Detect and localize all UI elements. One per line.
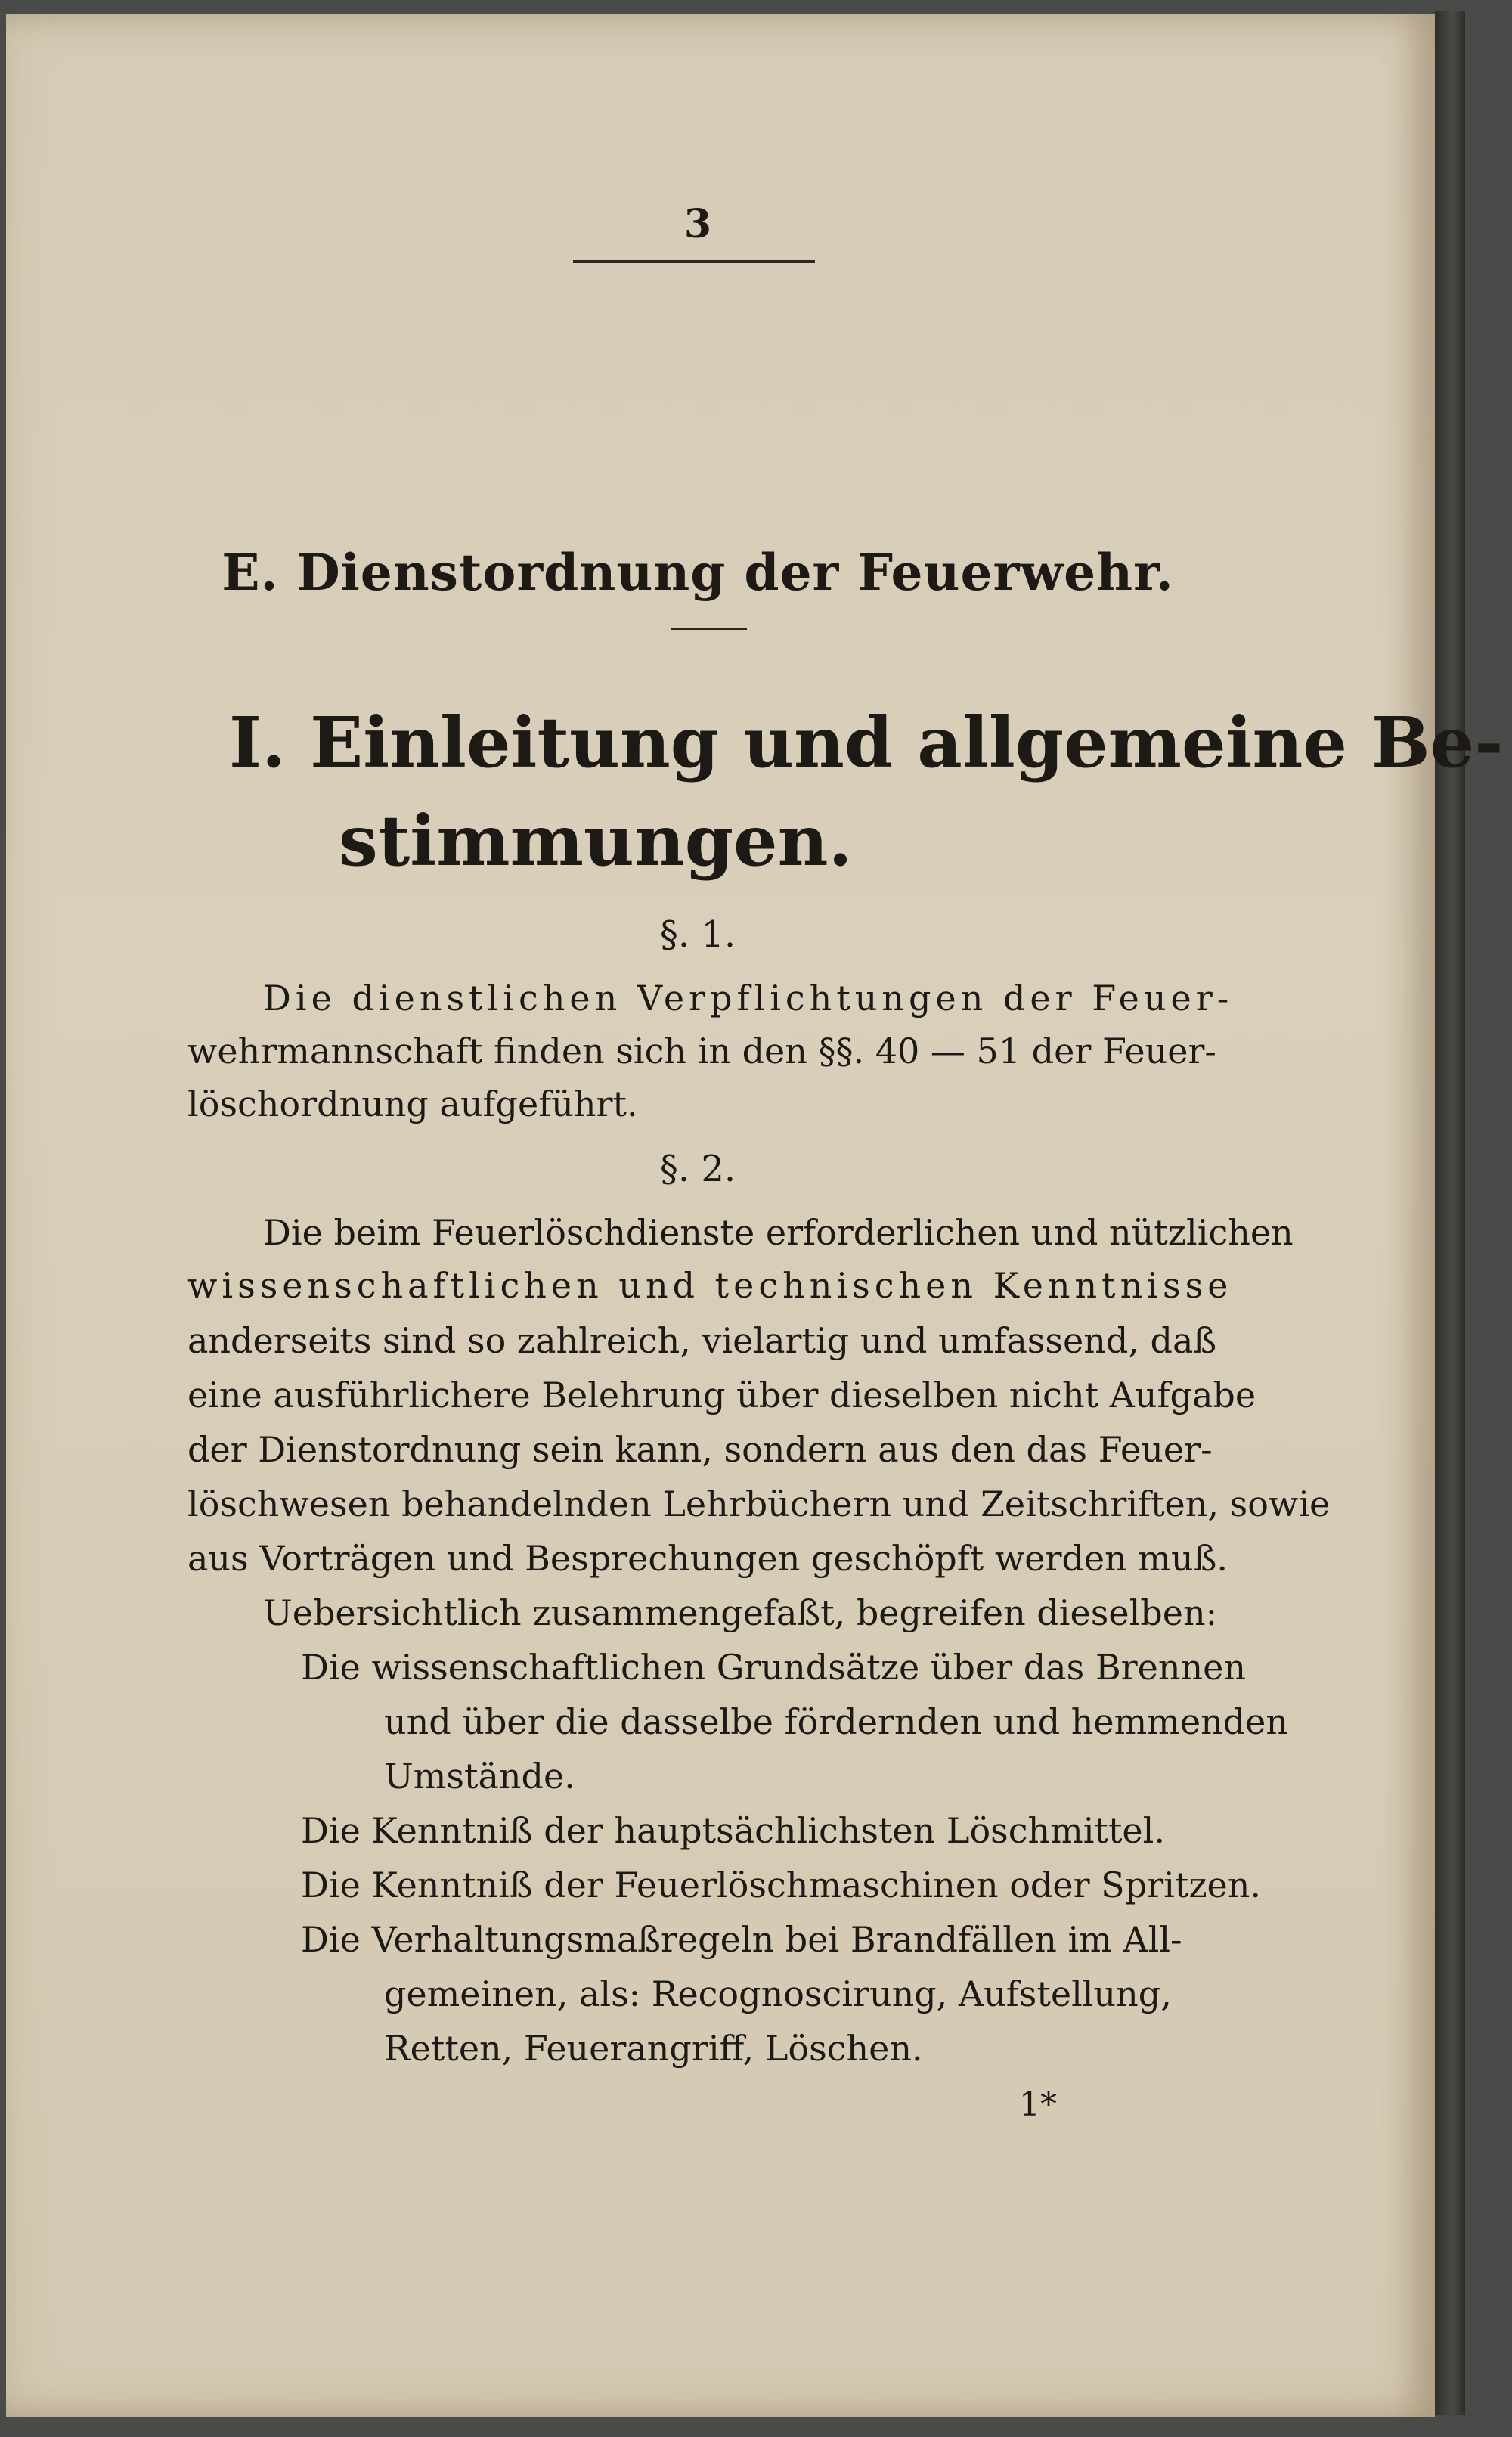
page-edge bbox=[1435, 11, 1465, 2415]
chapter-title-line-1: I. Einleitung und allgemeine Be- bbox=[229, 702, 1504, 783]
section-heading: E. Dienstordnung der Feuerwehr. bbox=[222, 543, 1174, 602]
chapter-title-line-2: stimmungen. bbox=[339, 800, 853, 882]
paragraph-sign-2: §. 2. bbox=[659, 1148, 736, 1190]
p2-line-6: löschwesen behandelnden Lehrbüchern und Zeitschriften, sowie bbox=[187, 1484, 1331, 1524]
item-2-line: Die Kenntniß der hauptsächlichsten Löschmittel. bbox=[301, 1810, 1165, 1851]
item-4-line-1: Die Verhaltungsmaßregeln bei Brandfällen im All- bbox=[301, 1919, 1182, 1960]
p2-line-2: wissenschaftlichen und technischen Kenntnisse bbox=[187, 1265, 1233, 1306]
item-1-line-2: und über die dasselbe fördernden und hemmenden bbox=[384, 1701, 1288, 1742]
p2-line-4: eine ausführlichere Belehrung über dieselben nicht Aufgabe bbox=[187, 1375, 1256, 1415]
p2-line-7: aus Vorträgen und Besprechungen geschöpft werden muß. bbox=[187, 1538, 1228, 1579]
paragraph-sign-1: §. 1. bbox=[659, 913, 736, 956]
p2-line-1: Die beim Feuerlöschdienste erforderlichen und nützlichen bbox=[263, 1212, 1294, 1253]
item-3-line: Die Kenntniß der Feuerlöschmaschinen oder Spritzen. bbox=[301, 1865, 1262, 1905]
signature-mark: 1* bbox=[1019, 2085, 1057, 2124]
header-rule bbox=[573, 260, 815, 263]
p2-line-3: anderseits sind so zahlreich, vielartig und umfassend, daß bbox=[187, 1320, 1217, 1361]
summary-line: Uebersichtlich zusammengefaßt, begreifen dieselben: bbox=[263, 1592, 1218, 1633]
page-number: 3 bbox=[683, 201, 712, 247]
item-1-line-1: Die wissenschaftlichen Grundsätze über das Brennen bbox=[301, 1647, 1246, 1688]
p1-line-3: löschordnung aufgeführt. bbox=[187, 1084, 638, 1124]
p2-line-5: der Dienstordnung sein kann, sondern aus den das Feuer- bbox=[187, 1429, 1213, 1470]
item-4-line-3: Retten, Feuerangriff, Löschen. bbox=[384, 2028, 923, 2069]
p1-line-2: wehrmannschaft finden sich in den §§. 40 — 51 der Feuer- bbox=[187, 1031, 1216, 1071]
book-page bbox=[6, 14, 1504, 2417]
section-rule bbox=[671, 628, 747, 630]
item-4-line-2: gemeinen, als: Recognoscirung, Aufstellung, bbox=[384, 1973, 1172, 2014]
item-1-line-3: Umstände. bbox=[384, 1756, 575, 1797]
p1-line-1: Die dienstlichen Verpflichtungen der Feuer- bbox=[263, 978, 1234, 1019]
